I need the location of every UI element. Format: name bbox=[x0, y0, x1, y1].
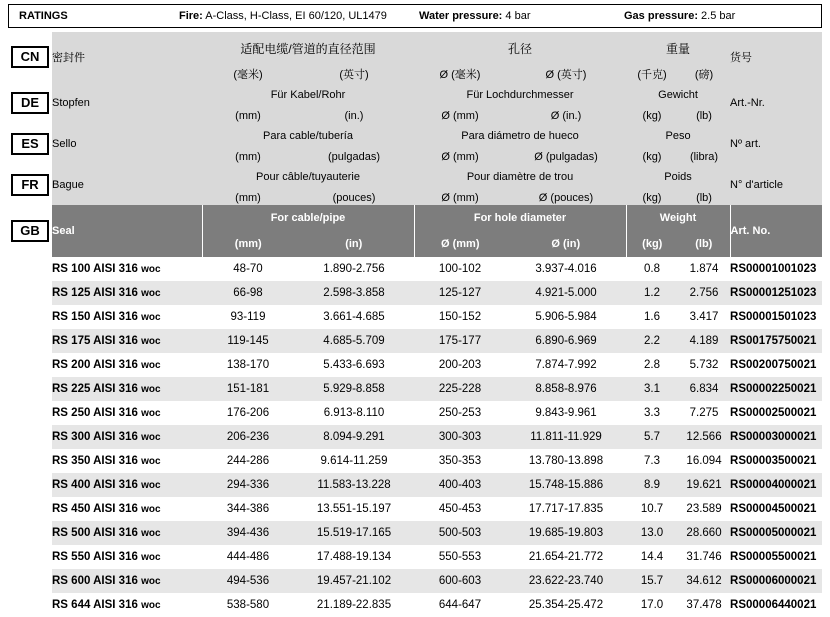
cell-weight-lb: 5.732 bbox=[678, 353, 730, 377]
cell-cable-mm: 294-336 bbox=[202, 473, 294, 497]
cell-seal-name: RS 200 AISI 316 woc bbox=[52, 353, 202, 377]
header-row-cn bbox=[8, 32, 822, 66]
cell-seal-name: RS 150 AISI 316 woc bbox=[52, 305, 202, 329]
lang-badge-cell-es bbox=[8, 123, 52, 164]
col-cable-title-es: Para cable/tubería bbox=[202, 123, 414, 149]
cell-hole-mm: 400-403 bbox=[414, 473, 506, 497]
col-hole-in-es: Ø (pulgadas) bbox=[506, 149, 626, 164]
ratings-fire-label: Fire: bbox=[179, 10, 203, 22]
row-spacer bbox=[8, 305, 52, 329]
cell-cable-in: 15.519-17.165 bbox=[294, 521, 414, 545]
lang-badge-cell-fr bbox=[8, 164, 52, 205]
ratings-title: RATINGS bbox=[19, 10, 68, 22]
cell-weight-lb: 7.275 bbox=[678, 401, 730, 425]
col-weight-kg-gb: (kg) bbox=[626, 231, 678, 257]
cell-weight-lb: 12.566 bbox=[678, 425, 730, 449]
col-art-de: Art.-Nr. bbox=[730, 82, 822, 123]
row-spacer bbox=[8, 377, 52, 401]
col-weight-title-gb: Weight bbox=[626, 205, 730, 231]
cell-weight-kg: 1.6 bbox=[626, 305, 678, 329]
cell-cable-in: 11.583-13.228 bbox=[294, 473, 414, 497]
col-hole-mm-de: Ø (mm) bbox=[414, 108, 506, 123]
ratings-gas-value: 2.5 bar bbox=[701, 10, 736, 22]
col-weight-title-cn: 重量 bbox=[626, 32, 730, 66]
cell-weight-kg: 0.8 bbox=[626, 257, 678, 281]
cell-weight-kg: 3.1 bbox=[626, 377, 678, 401]
cell-seal-name: RS 600 AISI 316 woc bbox=[52, 569, 202, 593]
ratings-gas bbox=[624, 10, 804, 22]
cell-art-no: RS00003500021 bbox=[730, 449, 822, 473]
col-hole-mm-fr: Ø (mm) bbox=[414, 190, 506, 205]
cell-hole-mm: 450-453 bbox=[414, 497, 506, 521]
cell-weight-lb: 28.660 bbox=[678, 521, 730, 545]
cell-art-no: RS00005000021 bbox=[730, 521, 822, 545]
cell-hole-mm: 125-127 bbox=[414, 281, 506, 305]
cell-art-no: RS00200750021 bbox=[730, 353, 822, 377]
cell-weight-lb: 2.756 bbox=[678, 281, 730, 305]
seal-suffix: woc bbox=[141, 384, 161, 395]
cell-hole-mm: 300-303 bbox=[414, 425, 506, 449]
cell-hole-in: 4.921-5.000 bbox=[506, 281, 626, 305]
cell-weight-lb: 34.612 bbox=[678, 569, 730, 593]
ratings-bar bbox=[8, 4, 822, 28]
col-weight-kg-fr: (kg) bbox=[626, 190, 678, 205]
seal-suffix: woc bbox=[141, 288, 161, 299]
cell-cable-mm: 66-98 bbox=[202, 281, 294, 305]
row-spacer bbox=[8, 449, 52, 473]
header-row-fr bbox=[8, 164, 822, 190]
cell-cable-in: 5.929-8.858 bbox=[294, 377, 414, 401]
cell-seal-name: RS 250 AISI 316 woc bbox=[52, 401, 202, 425]
cell-hole-in: 5.906-5.984 bbox=[506, 305, 626, 329]
cell-cable-mm: 176-206 bbox=[202, 401, 294, 425]
cell-seal-name: RS 350 AISI 316 woc bbox=[52, 449, 202, 473]
cell-weight-kg: 5.7 bbox=[626, 425, 678, 449]
lang-badge-cn: CN bbox=[11, 46, 49, 68]
lang-badge-fr: FR bbox=[11, 174, 49, 196]
cell-cable-in: 19.457-21.102 bbox=[294, 569, 414, 593]
cell-weight-kg: 14.4 bbox=[626, 545, 678, 569]
cell-cable-mm: 206-236 bbox=[202, 425, 294, 449]
cell-seal-name: RS 300 AISI 316 woc bbox=[52, 425, 202, 449]
lang-badge-de: DE bbox=[11, 92, 49, 114]
ratings-water bbox=[419, 10, 624, 22]
table-row bbox=[8, 401, 822, 425]
col-cable-in-gb: (in) bbox=[294, 231, 414, 257]
col-cable-in-es: (pulgadas) bbox=[294, 149, 414, 164]
table-row bbox=[8, 257, 822, 281]
seal-suffix: woc bbox=[141, 360, 161, 371]
table-row bbox=[8, 497, 822, 521]
lang-badge-cell-de bbox=[8, 82, 52, 123]
lang-badge-cell-gb bbox=[8, 205, 52, 257]
col-hole-mm-es: Ø (mm) bbox=[414, 149, 506, 164]
cell-cable-in: 13.551-15.197 bbox=[294, 497, 414, 521]
lang-badge-gb: GB bbox=[11, 220, 49, 242]
row-spacer bbox=[8, 401, 52, 425]
cell-cable-mm: 394-436 bbox=[202, 521, 294, 545]
cell-cable-in: 2.598-3.858 bbox=[294, 281, 414, 305]
ratings-fire-value: A-Class, H-Class, EI 60/120, UL1479 bbox=[205, 10, 387, 22]
cell-weight-lb: 6.834 bbox=[678, 377, 730, 401]
col-weight-lb-fr: (lb) bbox=[678, 190, 730, 205]
row-spacer bbox=[8, 521, 52, 545]
col-hole-title-fr: Pour diamètre de trou bbox=[414, 164, 626, 190]
cell-cable-mm: 494-536 bbox=[202, 569, 294, 593]
col-cable-title-de: Für Kabel/Rohr bbox=[202, 82, 414, 108]
cell-cable-in: 5.433-6.693 bbox=[294, 353, 414, 377]
col-seal-fr: Bague bbox=[52, 164, 202, 205]
ratings-water-label: Water pressure: bbox=[419, 10, 503, 22]
row-spacer bbox=[8, 473, 52, 497]
row-spacer bbox=[8, 497, 52, 521]
ratings-gas-label: Gas pressure: bbox=[624, 10, 698, 22]
cell-cable-mm: 344-386 bbox=[202, 497, 294, 521]
col-cable-mm-de: (mm) bbox=[202, 108, 294, 123]
cell-hole-mm: 175-177 bbox=[414, 329, 506, 353]
row-spacer bbox=[8, 425, 52, 449]
cell-art-no: RS00004500021 bbox=[730, 497, 822, 521]
cell-seal-name: RS 644 AISI 316 woc bbox=[52, 593, 202, 617]
table-row bbox=[8, 569, 822, 593]
col-art-es: Nº art. bbox=[730, 123, 822, 164]
cell-art-no: RS00001251023 bbox=[730, 281, 822, 305]
col-hole-in-gb: Ø (in) bbox=[506, 231, 626, 257]
cell-weight-kg: 13.0 bbox=[626, 521, 678, 545]
col-hole-in-de: Ø (in.) bbox=[506, 108, 626, 123]
col-seal-cn: 密封件 bbox=[52, 32, 202, 82]
cell-hole-in: 25.354-25.472 bbox=[506, 593, 626, 617]
seal-suffix: woc bbox=[141, 576, 161, 587]
col-seal-gb: Seal bbox=[52, 205, 202, 257]
row-spacer bbox=[8, 593, 52, 617]
table-row bbox=[8, 545, 822, 569]
header-row-gb bbox=[8, 205, 822, 231]
cell-hole-in: 15.748-15.886 bbox=[506, 473, 626, 497]
cell-cable-mm: 119-145 bbox=[202, 329, 294, 353]
col-weight-kg-de: (kg) bbox=[626, 108, 678, 123]
ratings-water-value: 4 bar bbox=[505, 10, 531, 22]
cell-hole-in: 11.811-11.929 bbox=[506, 425, 626, 449]
col-weight-lb-es: (libra) bbox=[678, 149, 730, 164]
cell-seal-name: RS 400 AISI 316 woc bbox=[52, 473, 202, 497]
col-hole-mm-gb: Ø (mm) bbox=[414, 231, 506, 257]
table-row bbox=[8, 329, 822, 353]
cell-cable-in: 6.913-8.110 bbox=[294, 401, 414, 425]
cell-seal-name: RS 225 AISI 316 woc bbox=[52, 377, 202, 401]
col-hole-in-fr: Ø (pouces) bbox=[506, 190, 626, 205]
cell-weight-lb: 4.189 bbox=[678, 329, 730, 353]
col-cable-title-fr: Pour câble/tuyauterie bbox=[202, 164, 414, 190]
col-cable-in-de: (in.) bbox=[294, 108, 414, 123]
cell-art-no: RS00005500021 bbox=[730, 545, 822, 569]
row-spacer bbox=[8, 329, 52, 353]
col-hole-title-gb: For hole diameter bbox=[414, 205, 626, 231]
seal-suffix: woc bbox=[141, 312, 161, 323]
table-row bbox=[8, 593, 822, 617]
cell-weight-lb: 3.417 bbox=[678, 305, 730, 329]
col-weight-title-fr: Poids bbox=[626, 164, 730, 190]
header-row-es bbox=[8, 123, 822, 149]
seal-suffix: woc bbox=[141, 480, 161, 491]
table-row bbox=[8, 377, 822, 401]
col-cable-in-cn: (英寸) bbox=[294, 66, 414, 82]
cell-hole-in: 3.937-4.016 bbox=[506, 257, 626, 281]
col-hole-mm-cn: Ø (毫米) bbox=[414, 66, 506, 82]
seal-suffix: woc bbox=[141, 336, 161, 347]
seal-suffix: woc bbox=[141, 456, 161, 467]
seal-suffix: woc bbox=[141, 264, 161, 275]
cell-weight-lb: 23.589 bbox=[678, 497, 730, 521]
row-spacer bbox=[8, 353, 52, 377]
seal-suffix: woc bbox=[141, 552, 161, 563]
seal-suffix: woc bbox=[141, 600, 161, 611]
cell-hole-in: 17.717-17.835 bbox=[506, 497, 626, 521]
cell-cable-mm: 138-170 bbox=[202, 353, 294, 377]
row-spacer bbox=[8, 281, 52, 305]
cell-cable-mm: 444-486 bbox=[202, 545, 294, 569]
cell-art-no: RS00175750021 bbox=[730, 329, 822, 353]
col-cable-mm-cn: (毫米) bbox=[202, 66, 294, 82]
col-seal-es: Sello bbox=[52, 123, 202, 164]
col-hole-title-de: Für Lochdurchmesser bbox=[414, 82, 626, 108]
table-body bbox=[8, 257, 822, 617]
cell-weight-kg: 17.0 bbox=[626, 593, 678, 617]
cell-weight-kg: 3.3 bbox=[626, 401, 678, 425]
cell-weight-kg: 2.8 bbox=[626, 353, 678, 377]
col-weight-title-es: Peso bbox=[626, 123, 730, 149]
cell-art-no: RS00001001023 bbox=[730, 257, 822, 281]
cell-cable-in: 8.094-9.291 bbox=[294, 425, 414, 449]
cell-weight-kg: 10.7 bbox=[626, 497, 678, 521]
cell-hole-in: 9.843-9.961 bbox=[506, 401, 626, 425]
cell-hole-mm: 250-253 bbox=[414, 401, 506, 425]
row-spacer bbox=[8, 545, 52, 569]
cell-seal-name: RS 500 AISI 316 woc bbox=[52, 521, 202, 545]
col-hole-title-es: Para diámetro de hueco bbox=[414, 123, 626, 149]
col-art-cn: 货号 bbox=[730, 32, 822, 82]
col-art-gb: Art. No. bbox=[730, 205, 822, 257]
cell-cable-mm: 93-119 bbox=[202, 305, 294, 329]
cell-cable-mm: 151-181 bbox=[202, 377, 294, 401]
cell-weight-kg: 15.7 bbox=[626, 569, 678, 593]
col-weight-kg-es: (kg) bbox=[626, 149, 678, 164]
seal-suffix: woc bbox=[141, 408, 161, 419]
cell-hole-mm: 100-102 bbox=[414, 257, 506, 281]
cell-art-no: RS00002250021 bbox=[730, 377, 822, 401]
col-cable-mm-fr: (mm) bbox=[202, 190, 294, 205]
cell-art-no: RS00001501023 bbox=[730, 305, 822, 329]
table-row bbox=[8, 473, 822, 497]
cell-hole-in: 13.780-13.898 bbox=[506, 449, 626, 473]
cell-cable-mm: 48-70 bbox=[202, 257, 294, 281]
cell-art-no: RS00006000021 bbox=[730, 569, 822, 593]
cell-art-no: RS00006440021 bbox=[730, 593, 822, 617]
col-cable-title-gb: For cable/pipe bbox=[202, 205, 414, 231]
cell-hole-mm: 600-603 bbox=[414, 569, 506, 593]
col-hole-title-cn: 孔径 bbox=[414, 32, 626, 66]
cell-seal-name: RS 550 AISI 316 woc bbox=[52, 545, 202, 569]
cell-seal-name: RS 125 AISI 316 woc bbox=[52, 281, 202, 305]
cell-seal-name: RS 175 AISI 316 woc bbox=[52, 329, 202, 353]
table-row bbox=[8, 425, 822, 449]
cell-art-no: RS00004000021 bbox=[730, 473, 822, 497]
cell-weight-kg: 2.2 bbox=[626, 329, 678, 353]
col-weight-lb-gb: (lb) bbox=[678, 231, 730, 257]
cell-hole-in: 6.890-6.969 bbox=[506, 329, 626, 353]
col-cable-mm-es: (mm) bbox=[202, 149, 294, 164]
col-cable-mm-gb: (mm) bbox=[202, 231, 294, 257]
cell-hole-mm: 644-647 bbox=[414, 593, 506, 617]
col-seal-de: Stopfen bbox=[52, 82, 202, 123]
col-weight-title-de: Gewicht bbox=[626, 82, 730, 108]
table-row bbox=[8, 353, 822, 377]
cell-cable-mm: 244-286 bbox=[202, 449, 294, 473]
cell-weight-kg: 8.9 bbox=[626, 473, 678, 497]
cell-cable-mm: 538-580 bbox=[202, 593, 294, 617]
cell-hole-mm: 150-152 bbox=[414, 305, 506, 329]
col-weight-lb-de: (lb) bbox=[678, 108, 730, 123]
cell-weight-lb: 19.621 bbox=[678, 473, 730, 497]
cell-cable-in: 4.685-5.709 bbox=[294, 329, 414, 353]
cell-hole-in: 23.622-23.740 bbox=[506, 569, 626, 593]
cell-art-no: RS00003000021 bbox=[730, 425, 822, 449]
seal-suffix: woc bbox=[141, 504, 161, 515]
cell-cable-in: 3.661-4.685 bbox=[294, 305, 414, 329]
cell-weight-lb: 37.478 bbox=[678, 593, 730, 617]
table-row bbox=[8, 281, 822, 305]
cell-seal-name: RS 100 AISI 316 woc bbox=[52, 257, 202, 281]
lang-badge-es: ES bbox=[11, 133, 49, 155]
cell-weight-kg: 7.3 bbox=[626, 449, 678, 473]
cell-hole-in: 19.685-19.803 bbox=[506, 521, 626, 545]
lang-badge-cell-cn bbox=[8, 32, 52, 82]
cell-art-no: RS00002500021 bbox=[730, 401, 822, 425]
seal-suffix: woc bbox=[141, 528, 161, 539]
cell-hole-in: 8.858-8.976 bbox=[506, 377, 626, 401]
cell-weight-lb: 31.746 bbox=[678, 545, 730, 569]
cell-hole-mm: 500-503 bbox=[414, 521, 506, 545]
header-row-de bbox=[8, 82, 822, 108]
cell-hole-mm: 350-353 bbox=[414, 449, 506, 473]
cell-seal-name: RS 450 AISI 316 woc bbox=[52, 497, 202, 521]
col-art-fr: N° d'article bbox=[730, 164, 822, 205]
row-spacer bbox=[8, 257, 52, 281]
specification-table bbox=[8, 32, 822, 617]
cell-weight-kg: 1.2 bbox=[626, 281, 678, 305]
table-row bbox=[8, 449, 822, 473]
cell-hole-in: 21.654-21.772 bbox=[506, 545, 626, 569]
col-cable-title-cn: 适配电缆/管道的直径范围 bbox=[202, 32, 414, 66]
cell-weight-lb: 16.094 bbox=[678, 449, 730, 473]
cell-cable-in: 1.890-2.756 bbox=[294, 257, 414, 281]
cell-cable-in: 9.614-11.259 bbox=[294, 449, 414, 473]
table-row bbox=[8, 521, 822, 545]
col-weight-kg-cn: (千克) bbox=[626, 66, 678, 82]
col-weight-lb-cn: (磅) bbox=[678, 66, 730, 82]
col-cable-in-fr: (pouces) bbox=[294, 190, 414, 205]
cell-weight-lb: 1.874 bbox=[678, 257, 730, 281]
cell-hole-mm: 225-228 bbox=[414, 377, 506, 401]
cell-hole-mm: 550-553 bbox=[414, 545, 506, 569]
cell-hole-in: 7.874-7.992 bbox=[506, 353, 626, 377]
row-spacer bbox=[8, 569, 52, 593]
cell-hole-mm: 200-203 bbox=[414, 353, 506, 377]
col-hole-in-cn: Ø (英寸) bbox=[506, 66, 626, 82]
table-row bbox=[8, 305, 822, 329]
seal-suffix: woc bbox=[141, 432, 161, 443]
cell-cable-in: 17.488-19.134 bbox=[294, 545, 414, 569]
ratings-fire bbox=[179, 10, 419, 22]
cell-cable-in: 21.189-22.835 bbox=[294, 593, 414, 617]
